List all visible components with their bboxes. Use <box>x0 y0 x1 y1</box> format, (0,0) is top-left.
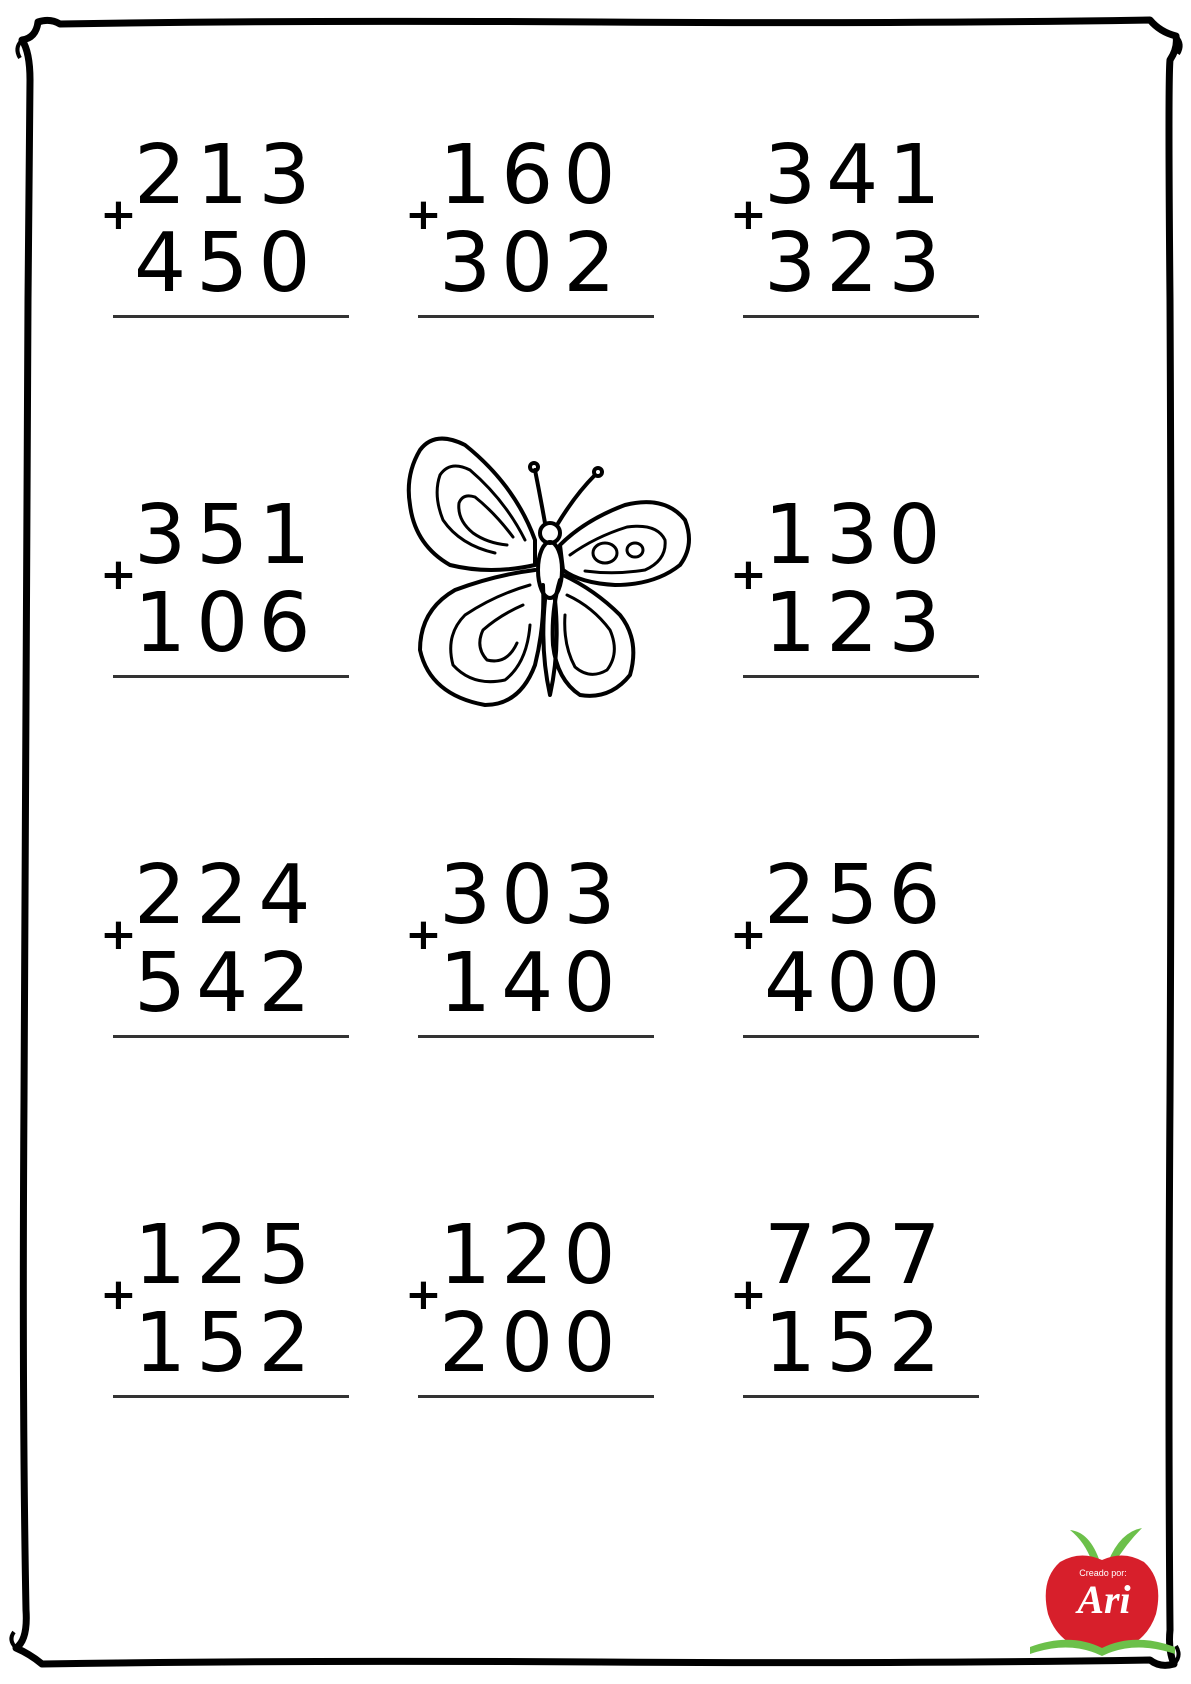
addition-problem <box>730 1208 970 1405</box>
answer-line <box>113 675 349 678</box>
addend-top: 125 <box>134 1208 321 1303</box>
addend-top: 120 <box>439 1208 626 1303</box>
plus-sign: + <box>100 189 137 240</box>
addend-bottom: 323 <box>764 216 951 311</box>
addend-top: 160 <box>439 128 626 223</box>
plus-sign: + <box>730 909 767 960</box>
addition-problem <box>100 1208 340 1405</box>
answer-line <box>743 315 979 318</box>
answer-line <box>418 1035 654 1038</box>
answer-line <box>113 1035 349 1038</box>
addend-top: 303 <box>439 848 626 943</box>
addition-problem <box>100 488 340 685</box>
plus-sign: + <box>405 189 442 240</box>
logo-name: Ari <box>1077 1577 1131 1622</box>
addition-problem <box>405 848 645 1045</box>
plus-sign: + <box>100 549 137 600</box>
addend-top: 727 <box>764 1208 951 1303</box>
butterfly-icon <box>395 425 705 735</box>
addend-bottom: 106 <box>134 576 321 671</box>
plus-sign: + <box>405 1269 442 1320</box>
addend-top: 130 <box>764 488 951 583</box>
plus-sign: + <box>405 909 442 960</box>
addition-problem <box>100 848 340 1045</box>
answer-line <box>743 1395 979 1398</box>
addend-bottom: 152 <box>764 1296 951 1391</box>
answer-line <box>113 315 349 318</box>
addition-problem <box>405 128 645 325</box>
addend-top: 351 <box>134 488 321 583</box>
addend-bottom: 140 <box>439 936 626 1031</box>
addend-bottom: 200 <box>439 1296 626 1391</box>
logo-caption: Creado por: <box>1079 1568 1127 1578</box>
answer-line <box>418 315 654 318</box>
addend-top: 224 <box>134 848 321 943</box>
plus-sign: + <box>730 189 767 240</box>
addend-bottom: 302 <box>439 216 626 311</box>
answer-line <box>418 1395 654 1398</box>
addend-bottom: 123 <box>764 576 951 671</box>
addend-bottom: 400 <box>764 936 951 1031</box>
answer-line <box>743 1035 979 1038</box>
answer-line <box>113 1395 349 1398</box>
addend-top: 256 <box>764 848 951 943</box>
addend-bottom: 152 <box>134 1296 321 1391</box>
addend-bottom: 450 <box>134 216 321 311</box>
addition-problem <box>405 1208 645 1405</box>
addition-problem <box>730 128 970 325</box>
plus-sign: + <box>730 1269 767 1320</box>
plus-sign: + <box>730 549 767 600</box>
addend-top: 341 <box>764 128 951 223</box>
addition-problem <box>730 488 970 685</box>
addition-problem <box>100 128 340 325</box>
answer-line <box>743 675 979 678</box>
addend-bottom: 542 <box>134 936 321 1031</box>
addend-top: 213 <box>134 128 321 223</box>
plus-sign: + <box>100 1269 137 1320</box>
addition-problem <box>730 848 970 1045</box>
plus-sign: + <box>100 909 137 960</box>
